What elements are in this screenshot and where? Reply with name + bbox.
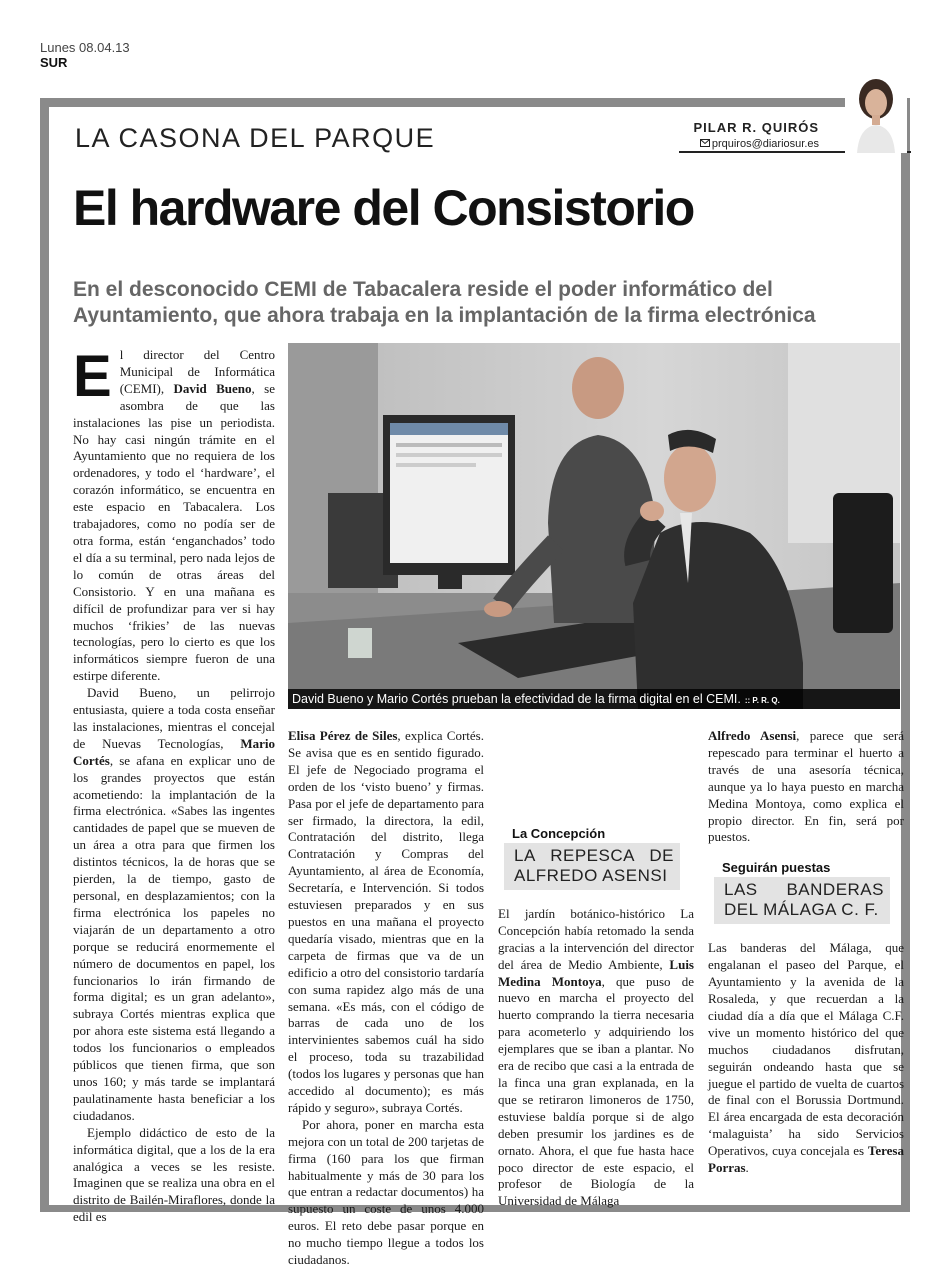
email-text: prquiros@diariosur.es: [711, 138, 819, 150]
subheadline: En el desconocido CEMI de Tabacalera reside el poder informático del Ayuntamiento, que ahora trabaja en la implantación de la firma electrónica: [73, 278, 816, 327]
article-photo: [288, 343, 900, 709]
author-name: PILAR R. QUIRÓS: [693, 120, 819, 135]
byline: [679, 120, 819, 150]
article-frame: [40, 98, 910, 1268]
body-paragraph: Ejemplo didáctico de esto de la informática digital, que a los de la era analógica a veces se les resiste. Imaginen que se realiza una obra en el distrito de Bailén-Miraflores, donde la edil es: [73, 1124, 275, 1225]
sidebar-box-concepcion: [498, 826, 694, 1210]
body-paragraph-continued: Elisa Pérez de Siles, explica Cortés. Se avisa que es en sentido figurado. El jefe de Negociado programa el orden de los ‘visto bueno’ y firmas. Pasa por el jefe de departamento para ser firmado, la directora, la edil, Contratación del distrito, llega Contratación y Compras del Ayuntamiento, al área de Economía, Secretaría, e Intervención. Si todos estuviesen preparados y en sus puestos en una mañana el proyecto quedaría visado, mientras que en la carpeta de firmas que va de un edificio a otro del consistorio tardaría con suma rapidez algo más de una semana. «Es más, con el código de barras de cada uno de los intervinientes sabemos cuál ha sido el proceso, toda su trazabilidad (todos los lugares y personas que han accedido al documento); es más rápido y seguro», subraya Cortés.: [288, 728, 484, 1115]
box-paragraph: El jardín botánico-histórico La Concepción había retomado la senda gracias a la intervención del director del área de Medio Ambiente, Luis Medina Montoya, que puso de nuevo en marcha el proyecto del huerto comprando la tierra necesaria para acometerlo y adquiriendo los ejemplares que se iban a plantar. No era de recibo que casi a la entrada de la finca una gran explanada, en la que se retiraron limoneros de 1750, estuviese baldía porque si de algo deben presumir los jardines es de ornato. Ahora, el que fue hasta hace poco director de este espacio, el profesor de Biología de la Universidad de Málaga: [498, 905, 694, 1209]
box-title: LA REPESCA DE ALFREDO ASENSI: [504, 843, 680, 890]
dateline: [40, 40, 130, 70]
box-kicker: La Concepción: [512, 826, 606, 841]
body-column-3: [498, 728, 694, 1209]
photo-credit: :: P. R. Q.: [744, 696, 780, 705]
box-paragraph-continued: Alfredo Asensi, parece que será repescado para terminar el huerto a través de una asesoría técnica, aunque ya lo haya puesto en marcha Medina Montoya, como explica el propio director. En fin, será por puestos.: [708, 728, 904, 845]
body-paragraph: David Bueno, un pelirrojo entusiasta, quiere a toda costa enseñar las instalaciones, mientras el concejal de Nuevas Tecnologías, Mario Cortés, se afana en explicar uno de los grandes proyectos que están acometiendo: la implantación de la firma electrónica. «Sabes las ingentes cantidades de papel que se mueven de un área a otra para que firmen los distintos técnicos, la de horas que se pierden, la de tiempo, gasto de personal, en desplazamientos; con la firma electrónica los papeles no viajarán de un departamento a otro porque se reducirá enormemente el número de documentos en papel, los funcionarios lo irán firmando de forma digital; es un gran adelanto», subraya Cortés mientras explica que por ahora este sistema está llegando a todos los funcionarios o empleados públicos que tienen firma, que son unos 160; y más tarde se implantará paulatinamente hasta beneficiar a los ciudadanos.: [73, 685, 275, 1123]
photo-caption: [288, 689, 900, 709]
date: Lunes 08.04.13: [40, 40, 130, 55]
box-kicker: Seguirán puestas: [722, 860, 831, 876]
body-column-2: [288, 728, 484, 1268]
body-column-1: [73, 344, 275, 1225]
sidebar-box-banderas: [708, 860, 904, 1177]
box-paragraph: Las banderas del Málaga, que engalanan el paseo del Parque, el Ayuntamiento y la avenida de la Rosaleda, y que recuerdan a la ciudad día a día que el Málaga C.F. vive un momento histórico del que muchos ciudadanos disfrutan, seguirán ondeando hasta que se juegue el partido de vuelta de cuartos de final con el Borussia Dortmund. El área encargada de esta decoración ‘malaguista’ ha sido Servicios Operativos, cuya concejala es Teresa Porras.: [708, 940, 904, 1176]
publication-name: SUR: [40, 55, 68, 70]
headline: El hardware del Consistorio: [73, 180, 694, 236]
caption-text: David Bueno y Mario Cortés prueban la efectividad de la firma digital en el CEMI.: [292, 692, 741, 706]
box-title: LAS BANDERAS DEL MÁLAGA C. F.: [714, 877, 890, 924]
body-column-4: [708, 728, 904, 1183]
author-portrait: [845, 65, 907, 153]
author-email[interactable]: [679, 138, 819, 150]
section-title: LA CASONA DEL PARQUE: [75, 123, 436, 153]
body-paragraph: Por ahora, poner en marcha esta mejora con un total de 200 tarjetas de firma (160 para los que firman habitualmente y más de 30 para los que entran a redactar documentos) ha supuesto un coste de unos 4.000 euros. El reto debe pasar porque en no mucho tiempo llegue a todos los ciudadanos.: [288, 1116, 484, 1268]
drop-cap: E: [73, 344, 112, 409]
envelope-icon: [700, 139, 710, 147]
body-paragraph: l director del Centro Municipal de Informática (CEMI), David Bueno, se asombra de que las instalaciones las pise un periodista. No hay casi ningún trámite en el Ayuntamiento que no requiera de los ordenadores, y todo el ‘hardware’, el corazón informático, se encuentra en este espacio en Tabacalera. Los trabajadores, como no podía ser de otra forma, están ‘enganchados’ todo el día a su terminal, pero nada lejos de lo común de otras áreas del Consistorio. Y en una mañana es difícil de profundizar para ver si hay muchos ‘frikies’ de las nuevas tecnologías, pero lo cierto es que los informáticos siempre fueron de una estirpe diferente.: [73, 347, 275, 684]
column-3-continuation: [498, 728, 694, 826]
